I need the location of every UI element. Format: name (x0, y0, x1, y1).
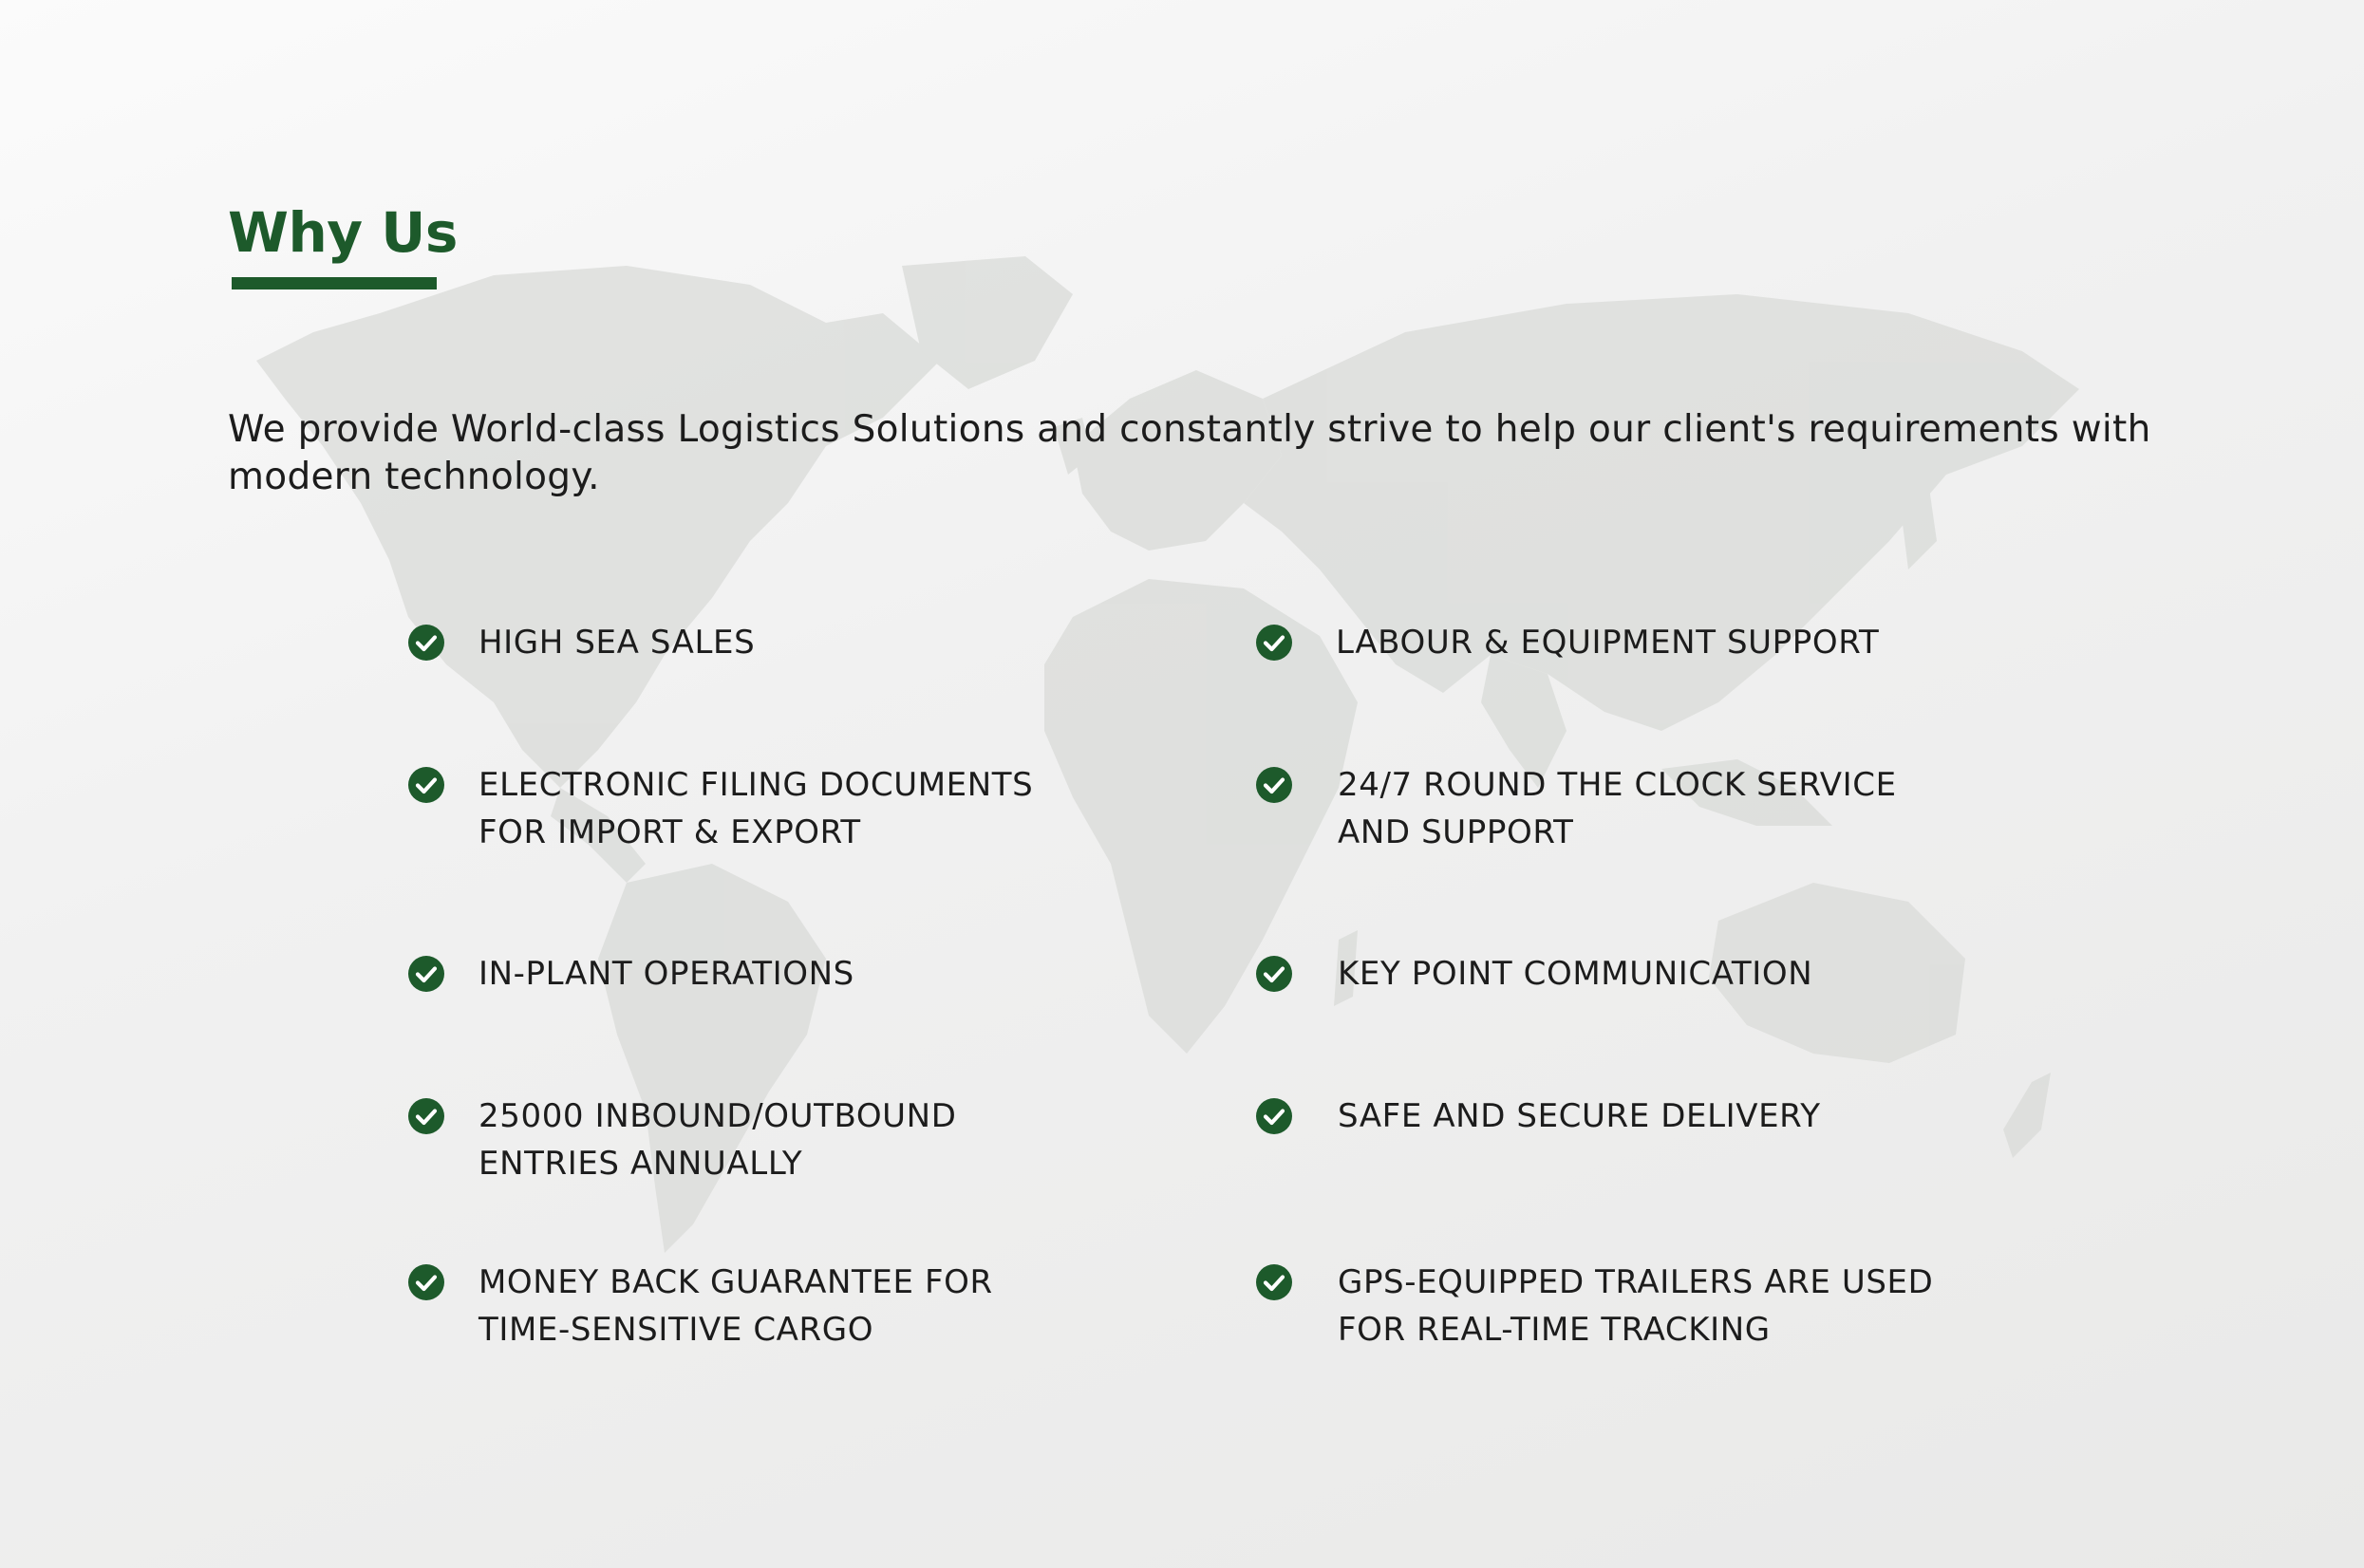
check-circle-icon (408, 767, 444, 803)
check-circle-icon (408, 1098, 444, 1134)
check-circle-icon (1256, 956, 1292, 992)
feature-label: LABOUR & EQUIPMENT SUPPORT (1336, 624, 1880, 662)
check-circle-icon (1256, 1264, 1292, 1300)
title-underline (232, 277, 437, 289)
feature-label: ELECTRONIC FILING DOCUMENTS FOR IMPORT & EXPORT (478, 766, 1034, 851)
check-circle-icon (1256, 1098, 1292, 1134)
check-circle-icon (1256, 767, 1292, 803)
feature-label: 25000 INBOUND/OUTBOUND ENTRIES ANNUALLY (478, 1097, 957, 1183)
feature-label: GPS-EQUIPPED TRAILERS ARE USED FOR REAL-TIME TRACKING (1338, 1263, 1934, 1349)
check-circle-icon (408, 956, 444, 992)
check-circle-icon (408, 625, 444, 661)
feature-label: KEY POINT COMMUNICATION (1338, 955, 1813, 993)
feature-label: MONEY BACK GUARANTEE FOR TIME-SENSITIVE CARGO (478, 1263, 993, 1349)
feature-label: SAFE AND SECURE DELIVERY (1338, 1097, 1821, 1135)
feature-label: IN-PLANT OPERATIONS (478, 955, 854, 993)
check-circle-icon (1256, 625, 1292, 661)
feature-label: HIGH SEA SALES (478, 624, 756, 662)
intro-paragraph: We provide World-class Logistics Solutions and constantly strive to help our client's requirements with modern technology. (228, 408, 2151, 498)
section-title: Why Us (228, 200, 458, 265)
check-circle-icon (408, 1264, 444, 1300)
feature-label: 24/7 ROUND THE CLOCK SERVICE AND SUPPORT (1338, 766, 1897, 851)
